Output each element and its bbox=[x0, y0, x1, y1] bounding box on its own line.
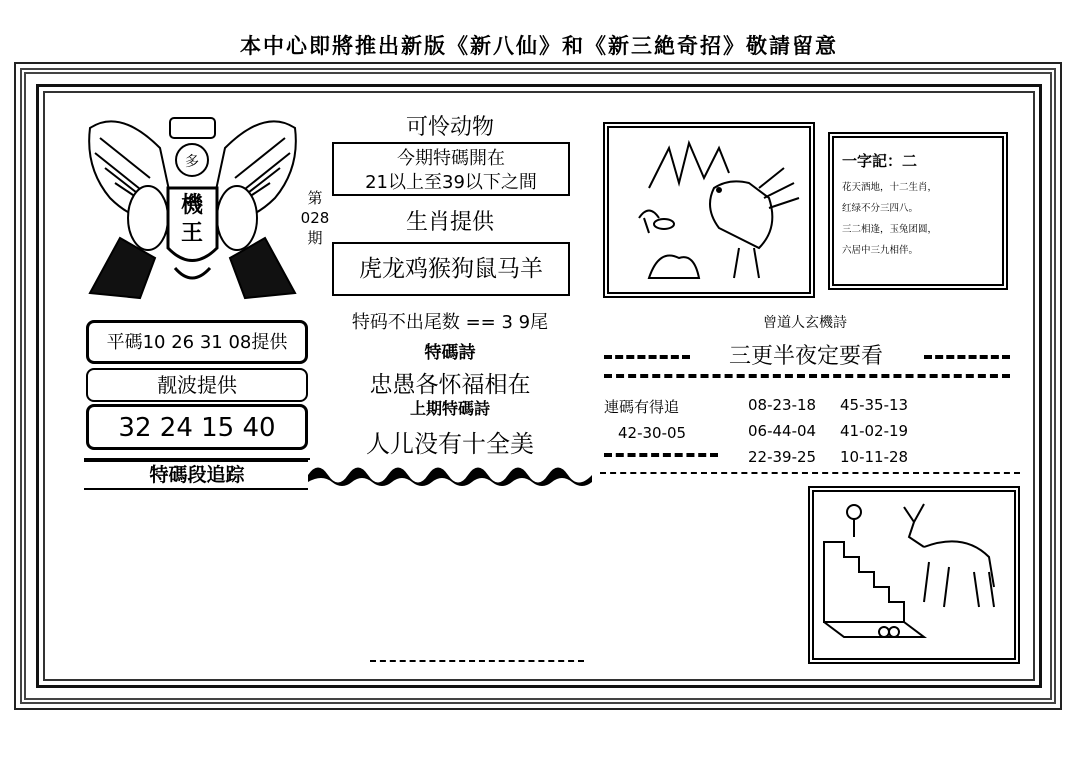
wave-title: 靓波提供 bbox=[157, 373, 237, 397]
zodiac-list: 虎龙鸡猴狗鼠马羊 bbox=[359, 256, 543, 282]
medal-text: 多 bbox=[185, 154, 199, 170]
one-word-title: 一字記：二 bbox=[842, 152, 918, 170]
bottom-divider bbox=[370, 660, 584, 662]
tail-line: 特码不出尾数 == 3 9尾 bbox=[351, 312, 549, 333]
issue-suffix: 期 bbox=[307, 229, 323, 247]
open-range-line1: 今期特碼開在 bbox=[397, 148, 505, 169]
wave-title-box bbox=[86, 368, 308, 402]
issue-prefix: 第 bbox=[307, 189, 323, 207]
code-1: 08-23-18 bbox=[748, 396, 817, 414]
wave-numbers-box bbox=[86, 404, 308, 450]
one-word-line-3: 三二相逢，玉兔团圆， bbox=[842, 224, 938, 235]
rooster-illustration bbox=[609, 128, 809, 292]
ornament-border bbox=[308, 460, 592, 490]
poem-title: 特碼詩 bbox=[424, 343, 476, 363]
emblem-text-top: 機 bbox=[180, 192, 204, 218]
one-word-line-4: 六居中三九相伴。 bbox=[842, 245, 919, 256]
code-4: 41-02-19 bbox=[840, 422, 909, 440]
issue-number bbox=[300, 188, 330, 248]
one-word-line-2: 红绿不分三四八。 bbox=[842, 203, 919, 214]
rooster-picture-frame bbox=[603, 122, 815, 298]
one-word-line-1: 花天酒地，十二生肖， bbox=[842, 182, 938, 193]
last-poem-text: 人儿没有十全美 bbox=[366, 430, 534, 458]
eagle-emblem bbox=[80, 108, 305, 303]
zodiac-title: 生肖提供 bbox=[405, 210, 494, 235]
deer-picture-frame bbox=[808, 486, 1020, 664]
chase-left: 42-30-05 bbox=[618, 424, 687, 442]
code-3: 06-44-04 bbox=[748, 422, 817, 440]
chase-label: 連碼有得追 bbox=[604, 398, 680, 416]
midnight-text: 三更半夜定要看 bbox=[728, 344, 883, 369]
poem-caption: 曾道人玄機詩 bbox=[763, 315, 847, 331]
poem-text: 忠愚各怀福相在 bbox=[369, 372, 531, 398]
last-poem-title: 上期特碼詩 bbox=[409, 399, 490, 418]
emblem-text-bottom: 王 bbox=[180, 220, 204, 246]
chase-divider bbox=[604, 453, 718, 457]
animal-title: 可怜动物 bbox=[405, 115, 494, 140]
open-range-line2: 21以上至39以下之間 bbox=[365, 172, 537, 193]
code-5: 22-39-25 bbox=[748, 448, 817, 466]
issue-value: 028 bbox=[300, 209, 330, 227]
code-2: 45-35-13 bbox=[840, 396, 909, 414]
divider-line bbox=[604, 374, 1010, 378]
open-range-box bbox=[332, 142, 570, 196]
deer-illustration bbox=[814, 492, 1014, 658]
codes-divider bbox=[600, 472, 1020, 474]
flat-code-box bbox=[86, 320, 308, 364]
tracking-header bbox=[84, 458, 310, 490]
zodiac-box bbox=[332, 242, 570, 296]
midnight-banner bbox=[604, 344, 1010, 370]
wave-numbers: 32 24 15 40 bbox=[118, 413, 276, 443]
tracking-title: 特碼段追踪 bbox=[149, 464, 245, 486]
code-6: 10-11-28 bbox=[840, 448, 909, 466]
one-word-box bbox=[828, 132, 1008, 290]
flat-code-label: 平碼10 26 31 08提供 bbox=[106, 332, 288, 353]
top-notice: 本中心即將推出新版《新八仙》和《新三絶奇招》敬請留意 bbox=[240, 33, 838, 58]
